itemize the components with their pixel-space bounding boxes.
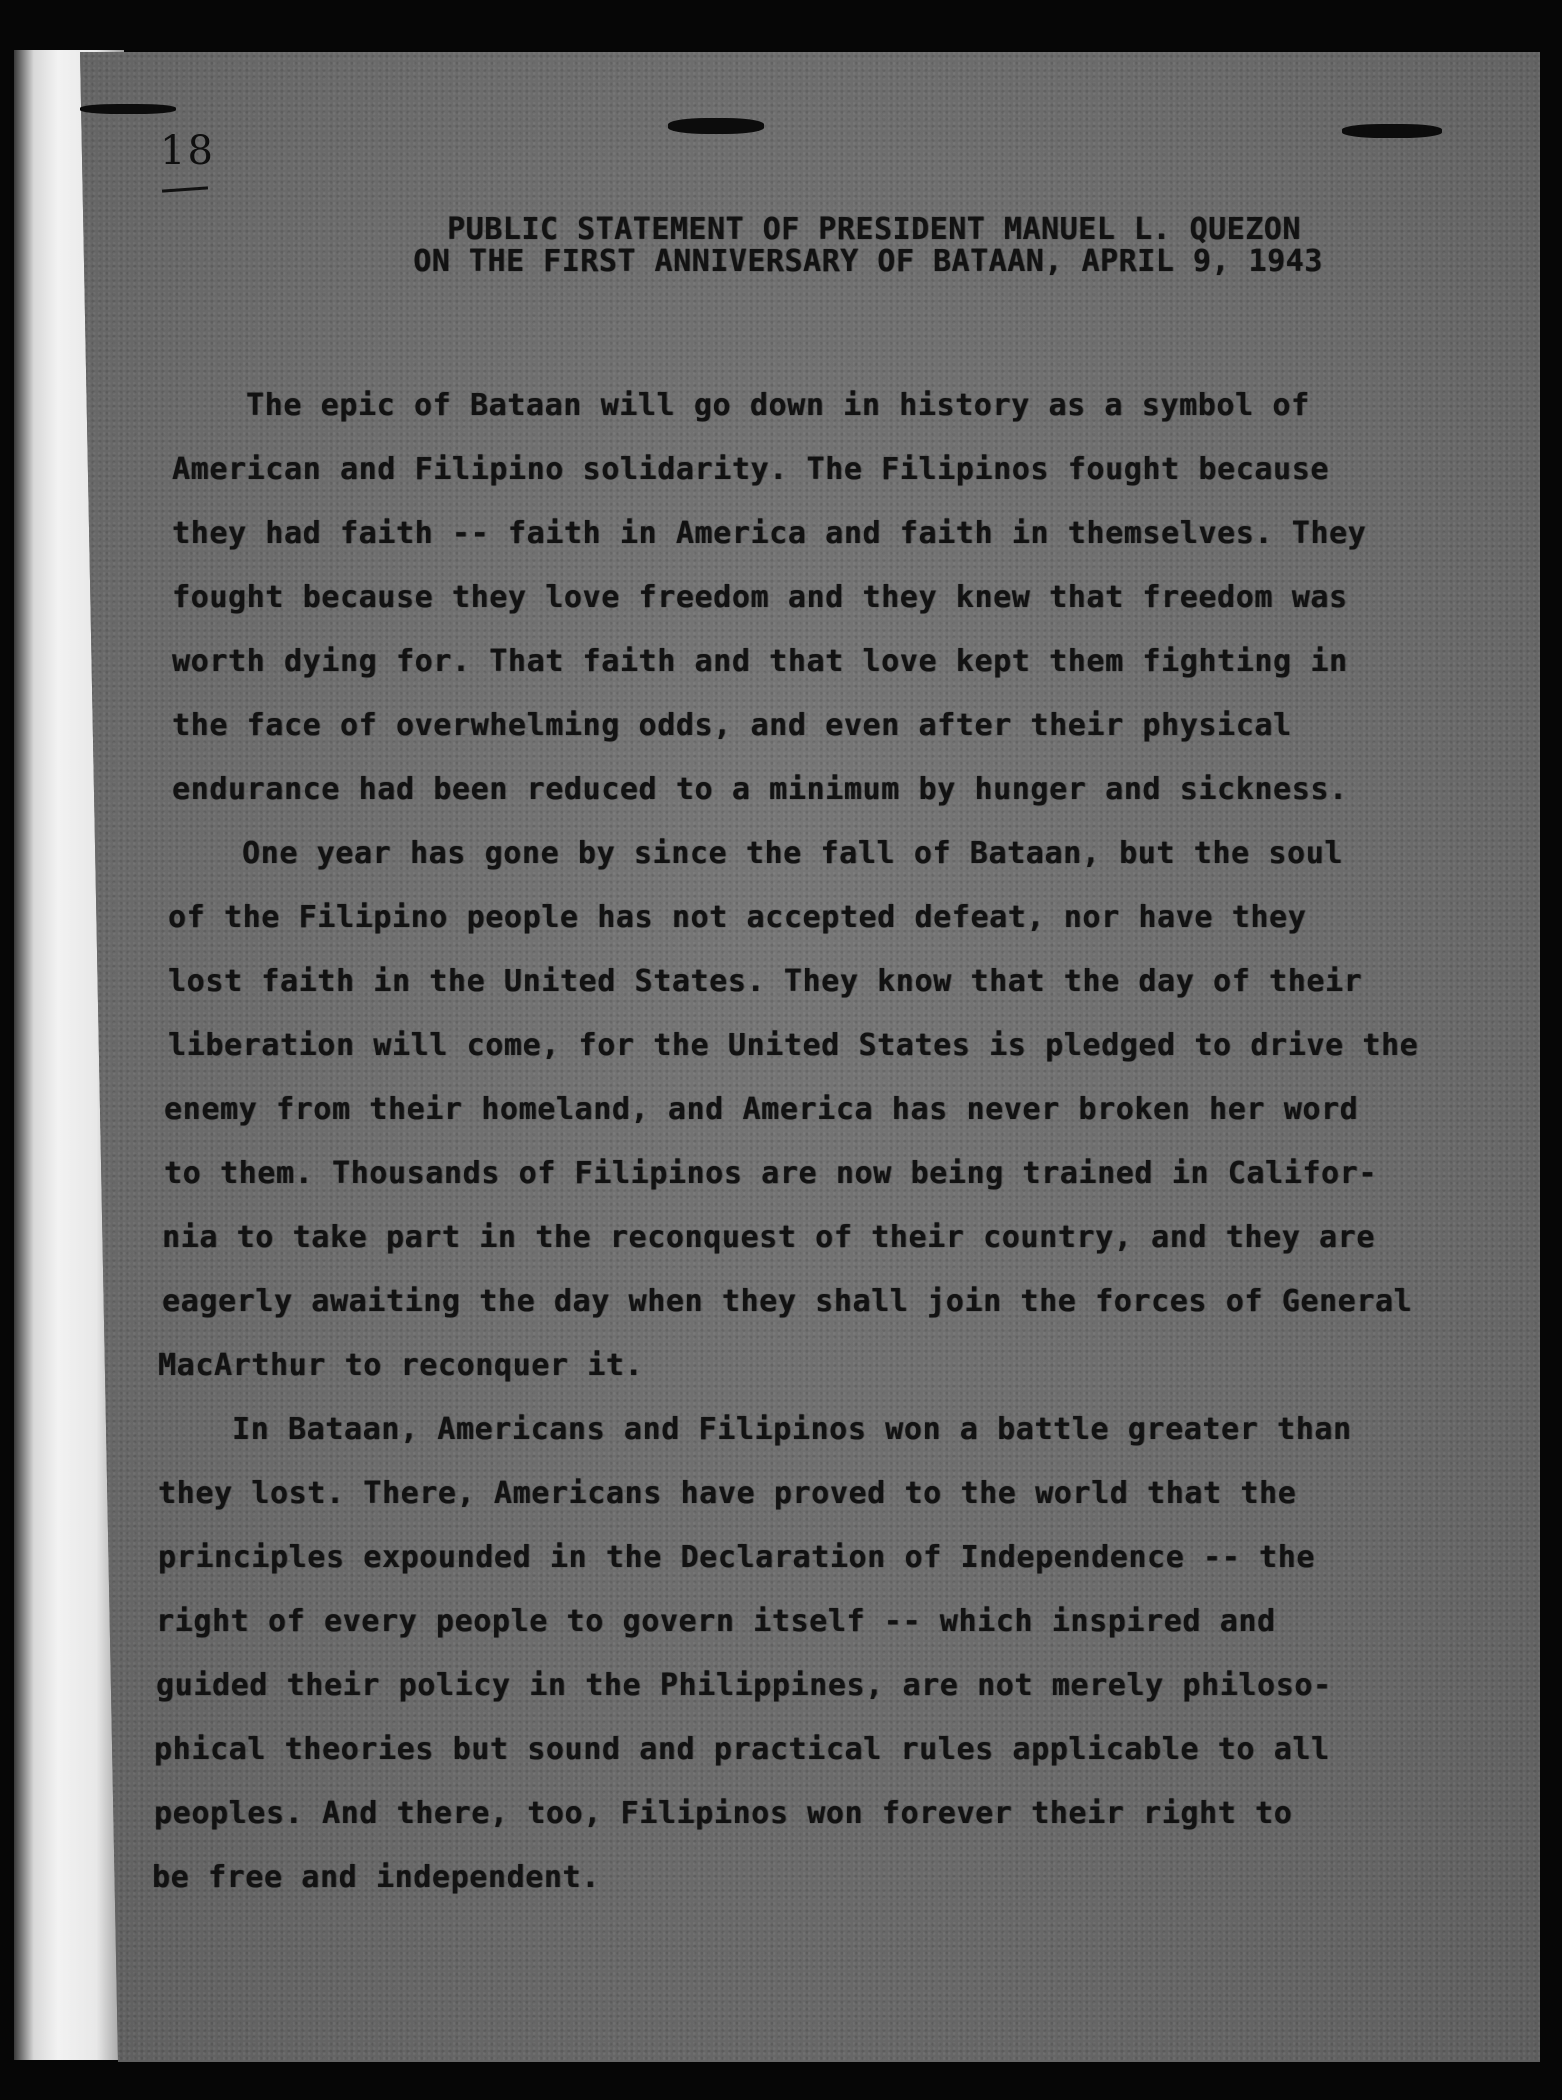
text-line: MacArthur to reconquer it. [158, 1348, 644, 1383]
handwritten-page-number: 18 [160, 128, 215, 174]
text-line: fought because they love freedom and they knew that freedom was [172, 580, 1348, 615]
text-line: In Bataan, Americans and Filipinos won a battle greater than [232, 1412, 1352, 1447]
text-line: the face of overwhelming odds, and even after their physical [172, 708, 1292, 743]
text-line: liberation will come, for the United States is pledged to drive the [168, 1028, 1419, 1063]
punch-mark-left [80, 104, 176, 114]
statement-body [150, 374, 1480, 1910]
title-line: ON THE FIRST ANNIVERSARY OF BATAAN, APRIL 9, 1943 [413, 244, 1323, 279]
text-line: The epic of Bataan will go down in history as a symbol of [246, 388, 1310, 423]
text-line: American and Filipino solidarity. The Filipinos fought because [172, 452, 1330, 487]
text-line: of the Filipino people has not accepted defeat, nor have they [168, 900, 1307, 935]
punch-mark-right [1342, 124, 1442, 138]
text-line: nia to take part in the reconquest of their country, and they are [162, 1220, 1375, 1255]
text-line: be free and independent. [152, 1860, 600, 1895]
text-line: principles expounded in the Declaration of Independence -- the [158, 1540, 1316, 1575]
title-line: PUBLIC STATEMENT OF PRESIDENT MANUEL L. QUEZON [447, 212, 1301, 247]
text-line: phical theories but sound and practical rules applicable to all [154, 1732, 1330, 1767]
text-line: to them. Thousands of Filipinos are now being trained in Califor- [164, 1156, 1377, 1191]
text-line: endurance had been reduced to a minimum by hunger and sickness. [172, 772, 1348, 807]
text-line: eagerly awaiting the day when they shall join the forces of General [162, 1284, 1413, 1319]
text-line: lost faith in the United States. They know that the day of their [168, 964, 1363, 999]
text-line: worth dying for. That faith and that love kept them fighting in [172, 644, 1348, 679]
text-line: peoples. And there, too, Filipinos won forever their right to [154, 1796, 1293, 1831]
text-line: they lost. There, Americans have proved to the world that the [158, 1476, 1297, 1511]
text-line: enemy from their homeland, and America has never broken her word [164, 1092, 1359, 1127]
text-line: they had faith -- faith in America and faith in themselves. They [172, 516, 1367, 551]
text-line: guided their policy in the Philippines, are not merely philoso- [156, 1668, 1332, 1703]
document-title [380, 214, 1380, 278]
punch-mark-center [668, 118, 764, 134]
text-line: One year has gone by since the fall of Bataan, but the soul [242, 836, 1344, 871]
text-line: right of every people to govern itself -- which inspired and [156, 1604, 1276, 1639]
